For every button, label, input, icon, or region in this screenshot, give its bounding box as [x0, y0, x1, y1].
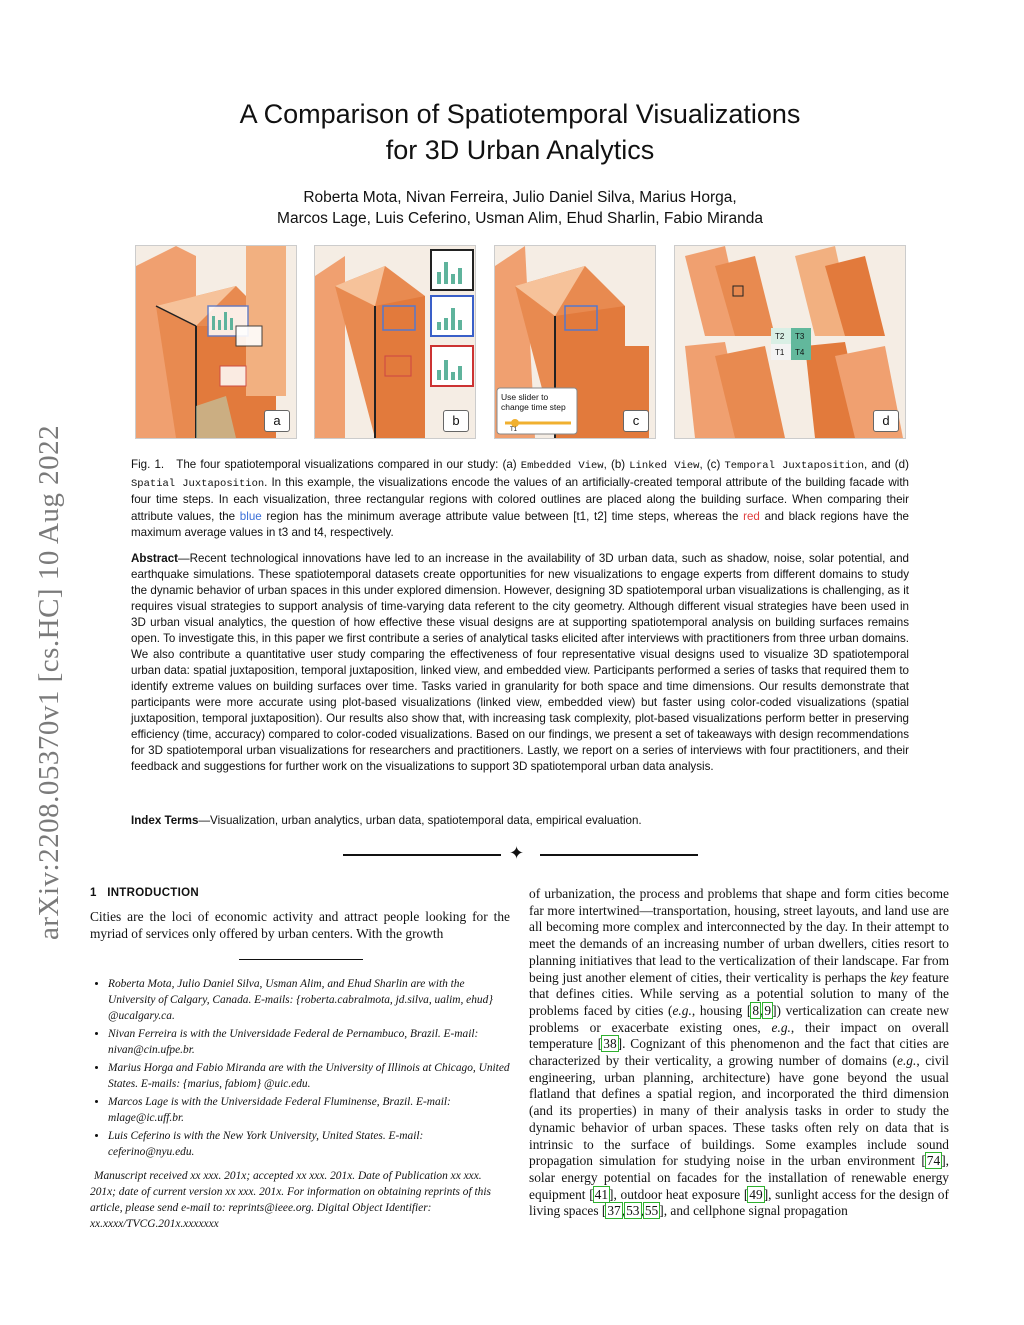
intro-right-eg: e.g. — [771, 1019, 791, 1035]
caption-text-6: region has the minimum average attribute value between [t1, t2] time steps, whereas the — [266, 509, 739, 523]
divider-line-left — [343, 854, 501, 856]
quad-label-t1: T1 — [775, 348, 785, 357]
citation-link[interactable]: 38 — [603, 1036, 617, 1052]
citation-link[interactable]: 9 — [764, 1002, 772, 1018]
abstract-text: —Recent technological innovations have led to an increase in the availability of 3D urban data, such as shadow, noise, solar potential, and earthquake simulations. These spatiotemporal datasets create opportunities for new visualizations to engage experts from different domains to study the dynamic behavior of urban spaces in this under explored dimension. However, designing 3D spatiotemporal urban visualizations is challenging, as it requires visual strategies to support analysis of time-varying data referent to the city geometry. Although different visual strategies have been used in 3D urban visual analytics, the question of how effective these visual designs are at supporting spatiotemporal analysis on building surfaces remains open. To investigate this, in this paper we first contribute a series of analytical tasks elicited after interviews with practitioners from three urban domains. We also contribute a quantitative user study comparing the effectiveness of four representative visual designs used to visualize 3D spatiotemporal urban data: spatial juxtaposition, temporal juxtaposition, linked view, and embedded view. Participants performed a series of tasks that required them to identify extreme values on building surfaces over time. Tasks varied in granularity for both space and time dimensions. Our results demonstrate that participants were more accurate using plot-based visualizations (linked view, embedded view) but faster using color-coded visualizations (spatial juxtaposition, temporal juxtaposition). Our results also show that, with increasing task complexity, plot-based visualizations perform better in preserving efficiency (time, accuracy) compared to color-coded visualizations. Based on our findings, we present a set of takeaways with design recommendations for 3D spatiotemporal urban visualizations for researchers and practitioners. Lastly, we report on a series of interviews with four practitioners, and their feedback and suggestions for further work on the visualizations to support 3D spatiotemporal urban data analysis. — [131, 552, 909, 773]
citation-link[interactable]: 53 — [626, 1203, 640, 1219]
caption-code-temporal: Temporal Juxtaposition — [724, 460, 864, 472]
footnote-rule — [239, 959, 363, 960]
authors-line-2: Marcos Lage, Luis Ceferino, Usman Alim, Ehud Sharlin, Fabio Miranda — [277, 210, 763, 227]
figure-panel-c — [494, 245, 656, 439]
caption-text-5: . In this example, the visualizations encode the values of an artificially-created temporal attribute of the building facade with four time steps. In each visualization, three rectangular regions with colored outlines are placed along the building surface. When comparing their attribute values, the — [131, 475, 909, 523]
citation-link[interactable]: 41 — [594, 1186, 609, 1202]
quad-label-t3: T3 — [795, 332, 805, 341]
intro-left-text: Cities are the loci of economic activity and attract people looking for the myriad of services only offered by urban centers. With the growth — [90, 909, 510, 941]
caption-text-2: , (b) — [603, 458, 626, 471]
figure-panel-d — [674, 245, 906, 439]
caption-red-word: red — [743, 509, 760, 523]
index-terms-label: Index Terms — [131, 814, 199, 827]
intro-right-text: ], and cellphone signal propagation — [659, 1203, 848, 1219]
panel-d-illustration — [675, 246, 905, 438]
panel-label-d: d — [873, 410, 899, 432]
divider-line-right — [540, 854, 698, 856]
slider-tick: T1 — [510, 427, 518, 433]
intro-right-eg: e.g. — [897, 1053, 917, 1069]
paper-title — [0, 96, 1024, 168]
panel-label-c: c — [623, 410, 649, 432]
title-line-1: A Comparison of Spatiotemporal Visualizations — [239, 99, 801, 129]
caption-text-1: The four spatiotemporal visualizations compared in our study: (a) — [176, 458, 517, 471]
section-divider — [343, 843, 698, 863]
intro-right-text: of urbanization, the process and problems that shape and form cities become far more intertwined—transportation, housing, street layouts, and land use are all becoming more complex and interconnected by the day. In their attempt to meet the demands of an increasing number of urban dwellers, cities resort to planning initiatives that lead to the verticalization of their landscape. Far from being just another element of cities, their verticality is perhaps the — [529, 886, 949, 985]
index-terms — [131, 813, 909, 829]
slider-instructions — [501, 392, 566, 412]
intro-right-text: , their impact on overall temperature [ — [529, 1019, 949, 1052]
caption-text-4: , and (d) — [864, 458, 909, 471]
affiliation-footnotes — [90, 976, 510, 1232]
caption-fig-label: Fig. 1. — [131, 458, 165, 471]
caption-code-embedded: Embedded View — [520, 460, 604, 472]
intro-right-text: , housing [ — [691, 1002, 752, 1018]
intro-right-emphasis: key — [890, 969, 909, 985]
citation-link[interactable]: 8 — [752, 1002, 760, 1018]
citation-link[interactable]: 37 — [607, 1203, 621, 1219]
panel-label-a: a — [264, 410, 290, 432]
intro-left-column — [90, 908, 510, 942]
slider-line-1: Use slider to — [501, 392, 549, 402]
authors — [0, 187, 1024, 229]
arxiv-stamp: arXiv:2208.05370v1 [cs.HC] 10 Aug 2022 — [33, 424, 65, 940]
citation-link[interactable]: 55 — [644, 1203, 659, 1219]
footnote-item: • Nivan Ferreira is with the Universidade Federal de Pernambuco, Brazil. E-mail: nivan@cin.ufpe.br. — [108, 1026, 510, 1058]
intro-right-text: ], solar energy potential on facades for the installation of renewable energy equipment [ — [529, 1153, 949, 1202]
caption-code-spatial: Spatial Juxtaposition — [131, 477, 265, 490]
caption-code-linked: Linked View — [629, 460, 700, 472]
figure-panel-a — [135, 245, 297, 439]
footnote-item: • Marcos Lage is with the Universidade Federal Fluminense, Brazil. E-mail: mlage@ic.uff.br. — [108, 1094, 510, 1126]
panel-label-b: b — [443, 410, 469, 432]
caption-blue-word: blue — [239, 509, 262, 523]
intro-right-eg: e.g. — [672, 1002, 692, 1018]
authors-line-1: Roberta Mota, Nivan Ferreira, Julio Daniel Silva, Marius Horga, — [303, 189, 737, 206]
manuscript-note: Manuscript received xx xxx. 201x; accepted xx xxx. 201x. Date of Publication xx xxx. 201x; date of current version xx xxx. 201x. For information on obtaining reprints of this article, please send e-mail to: reprints@ieee.org. Digital Object Identifier: xx.xxxx/TVCG.201x.xxxxxxx — [90, 1170, 491, 1230]
index-terms-text: —Visualization, urban analytics, urban data, spatiotemporal data, empirical evaluation. — [198, 814, 642, 827]
intro-right-text: ]. Cognizant of this phenomenon and the fact that cities are characterized by their verticality, a growing number of domains ( — [529, 1036, 949, 1069]
figure-panel-b — [314, 245, 476, 439]
footnote-item: • Luis Ceferino is with the New York University, United States. E-mail: ceferino@nyu.edu. — [108, 1128, 510, 1160]
footnote-item: • Marius Horga and Fabio Miranda are with the University of Illinois at Chicago, United States. E-mails: {marius, fabiom} @uic.edu. — [108, 1060, 510, 1092]
figure-caption — [131, 457, 909, 542]
citation-link[interactable]: 49 — [749, 1186, 763, 1202]
caption-text-3: , (c) — [699, 458, 721, 471]
quad-label-t4: T4 — [795, 348, 805, 357]
abstract — [131, 551, 909, 775]
intro-right-text: feature that defines cities. While serving as a potential solution to many of the problems faced by cities ( — [529, 969, 949, 1018]
caption-text-7: and black regions have the maximum average values in t3 and t4, respectively. — [131, 509, 909, 539]
intro-right-text: ]) verticalization can create new problems or exacerbate existing ones, — [529, 1002, 949, 1035]
abstract-label: Abstract — [131, 552, 179, 565]
footnote-item: • Roberta Mota, Julio Daniel Silva, Usman Alim, and Ehud Sharlin are with the University of Calgary, Canada. E-mails: {roberta.cabralmota, jd.silva, ualim, ehud} @ucalgary.ca. — [108, 976, 510, 1024]
section-title: INTRODUCTION — [107, 887, 199, 899]
intro-right-text: ], sunlight access for the design of living spaces [ — [529, 1186, 949, 1219]
divider-star-icon: ✦ — [509, 843, 525, 863]
title-line-2: for 3D Urban Analytics — [385, 135, 655, 165]
section-number: 1 — [90, 887, 97, 899]
quad-label-t2: T2 — [775, 332, 785, 341]
intro-right-text: ], outdoor heat exposure [ — [609, 1186, 749, 1202]
citation-link[interactable]: 74 — [926, 1153, 941, 1169]
intro-right-text: , civil engineering, urban planning, architecture) have gone beyond the usual flatland that defines a spatial region, and incorporated the third dimension (and its properties) in many of their analysis tasks in order to study the dynamic behavior of urban spaces. These tasks often rely on data that is intrinsic to the surface of buildings. Some examples include sound propagation simulation for studying noise in the urban environment [ — [529, 1053, 950, 1169]
section-heading — [90, 887, 199, 899]
intro-right-column: of urbanization, the process and problems that shape and form cities become far more intertwined—transportation, housing, street layouts, and land use are all becoming more complex and interconnected by the day. In their attempt to meet the demands of an increasing number of urban dwellers, cities resort to planning initiatives that lead to the verticalization of their landscape. Far from being just another element of cities, their verticality is perhaps the key feature that defines cities. While serving as a potential solution to many of the problems faced by cities (e.g., housing [8,9]) verticalization can create new problems or exacerbate existing ones, e.g., their impact on overall temperature [38]. Cognizant of this phenomenon and the fact that cities are characterized by their verticality, a growing number of domains (e.g., civil engineering, urban planning, architecture) have gone beyond the usual flatland that defines a spatial region, and incorporated the third dimension (and its properties) in many of their analysis tasks in order to study the dynamic behavior of urban spaces. These tasks often rely on data that is intrinsic to the surface of buildings. Some examples include sound propagation simulation for studying noise in the urban environment [74], solar energy potential on facades for the installation of renewable energy equipment [41], outdoor heat exposure [49], sunlight access for the design of living spaces [37,53,55], and cellphone signal propagation — [529, 886, 950, 1219]
slider-line-2: change time step — [501, 402, 566, 412]
